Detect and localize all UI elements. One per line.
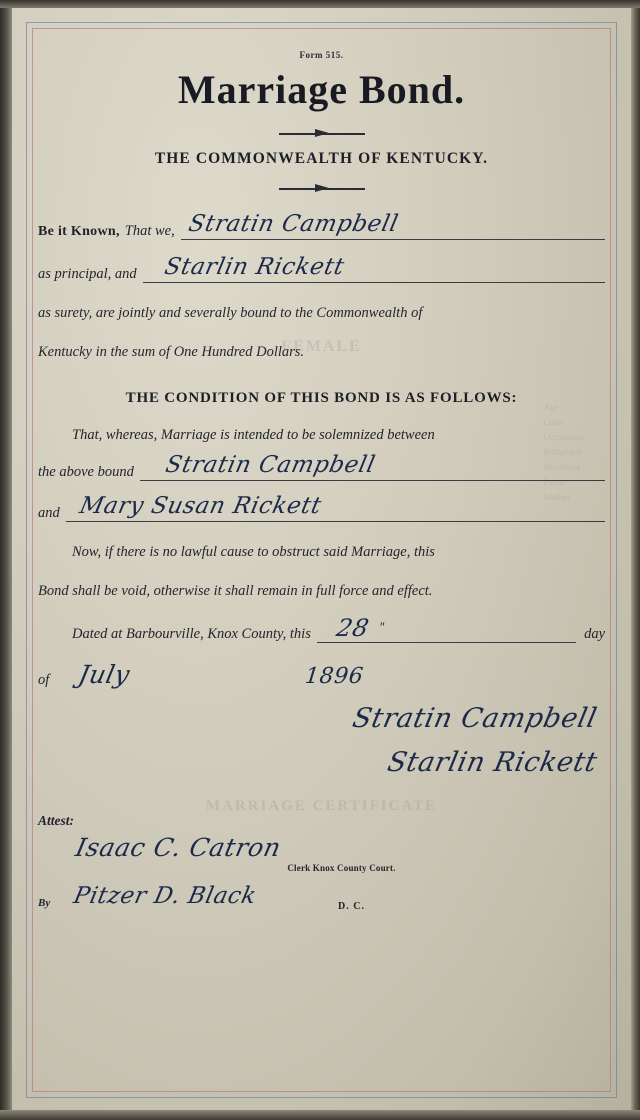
clerk-signature: Isaac C. Catron [72,833,284,863]
page-title-text: Marriage Bond. [177,67,466,112]
commonwealth-heading: THE COMMONWEALTH OF KENTUCKY. [154,150,489,167]
dated-label: Dated at Barbourville, Knox County, this [72,626,311,643]
deputy-title: D. C. [338,901,365,913]
groom-name-handwriting: Stratin Campbell [163,452,378,479]
and-label: and [38,505,60,522]
month-year-field[interactable] [55,660,605,690]
bleed-through-text-2: MARRIAGE CERTIFICATE [205,798,438,814]
photo-edge-bottom [0,1110,640,1120]
page-title [38,66,605,113]
principal-name-field[interactable] [181,211,605,240]
form-number: Form 515. [299,50,344,60]
as-principal-and-label: as principal, and [38,266,137,282]
ornament-rule-second [279,184,365,193]
condition-heading: THE CONDITION OF THIS BOND IS AS FOLLOWS: [125,390,518,407]
above-bound-label: the above bound [38,464,134,481]
groom-row [38,452,605,481]
be-it-known-label: Be it Known, [38,224,120,239]
ornament-rule-top [279,129,365,138]
of-label: of [38,672,50,689]
year-handwriting: 1896 [303,664,365,690]
document-content [38,34,605,1088]
bleed-through-text-1: FEMALE [281,338,362,355]
deputy-signature-area [38,881,605,921]
clerk-signature-area [38,829,605,863]
signature-surety: Starlin Rickett [384,747,601,779]
groom-name-field[interactable] [140,452,605,481]
void-clause: Bond shall be void, otherwise it shall remain in full force and effect. [38,583,433,600]
dated-row [38,614,605,643]
photo-edge-left [0,0,12,1120]
that-we-label: That we, [124,223,175,239]
month-handwriting: July [76,660,134,690]
day-number-field[interactable] [317,614,576,643]
attest-label: Attest: [38,813,74,829]
paper-sheet [12,8,631,1110]
signature-area [38,689,605,797]
surety-clause: as surety, are jointly and severally bound to the Commonwealth of [38,305,423,321]
day-number-mark: " [377,620,387,635]
whereas-clause: That, whereas, Marriage is intended to be solemnized between [72,427,435,444]
deputy-signature: Pitzer D. Black [71,883,259,910]
day-label: day [584,626,605,643]
bride-name-field[interactable] [66,493,605,522]
sum-clause: Kentucky in the sum of One Hundred Dollars. [38,343,305,360]
photo-edge-top [0,0,640,8]
photo-edge-right [631,0,640,1120]
surety-name-handwriting: Starlin Rickett [161,254,347,280]
bride-row [38,493,605,522]
month-year-row [38,660,605,690]
signature-principal: Stratin Campbell [350,703,601,735]
bleed-through-column: Age Color Occupation Birthplace Residence Father Mother [543,402,585,502]
principal-row [38,211,605,240]
now-clause: Now, if there is no lawful cause to obstruct said Marriage, this [72,544,435,561]
by-label: By [38,897,51,910]
surety-name-field[interactable] [143,254,605,283]
principal-name-handwriting: Stratin Campbell [185,211,401,237]
day-number-handwriting: 28 [333,614,372,643]
bride-name-handwriting: Mary Susan Rickett [76,493,324,520]
surety-row [38,254,605,283]
clerk-caption: Clerk Knox County Court. [287,863,396,874]
